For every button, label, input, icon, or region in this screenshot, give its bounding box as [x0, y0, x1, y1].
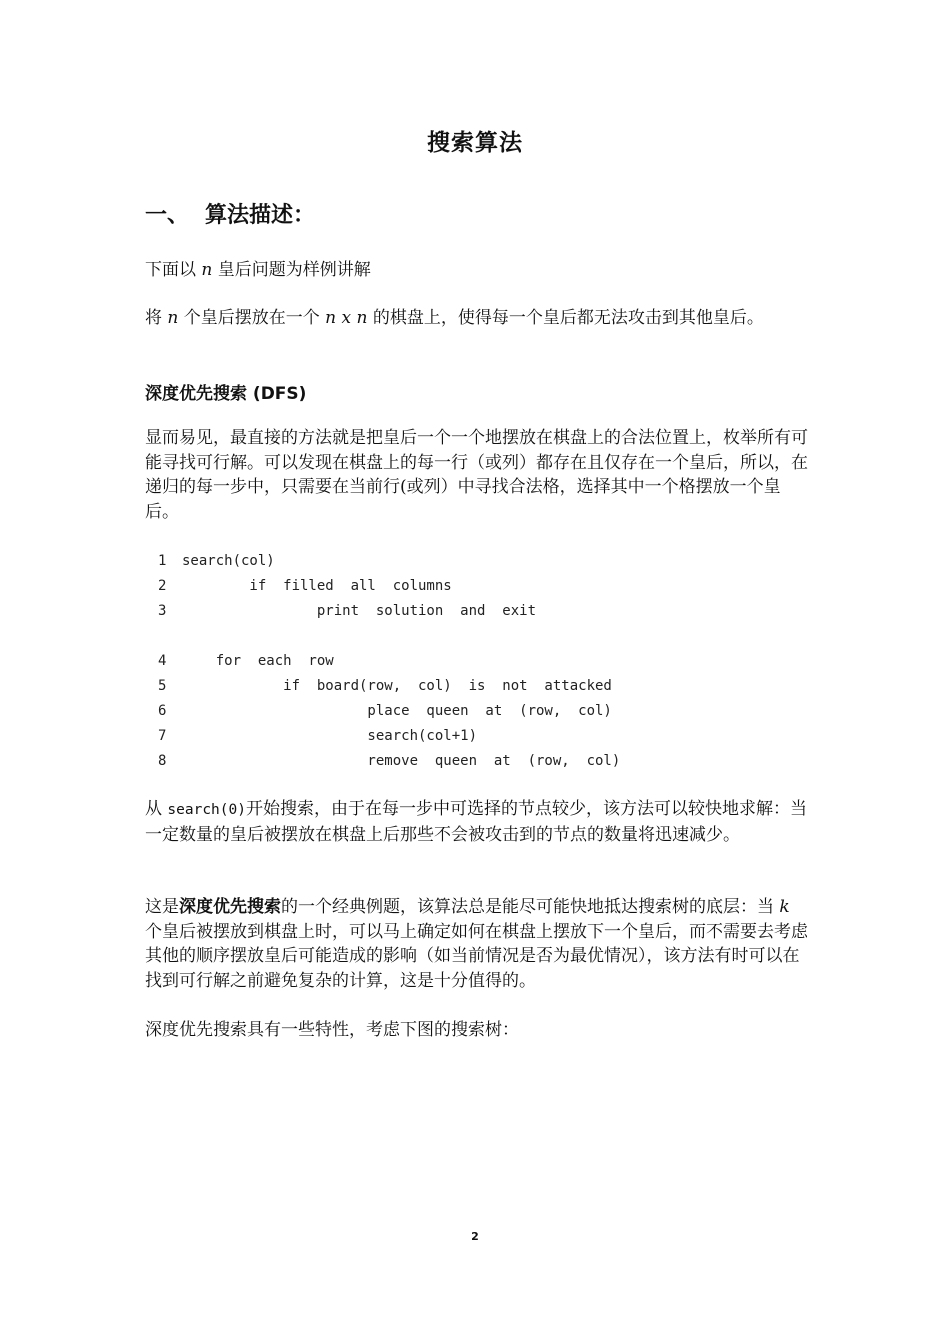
code-line — [158, 603, 536, 619]
code-line — [158, 753, 620, 769]
intro-paragraph-2 — [145, 306, 810, 331]
code-text: search(col+1) — [182, 728, 478, 744]
code-text: search(col) — [182, 553, 275, 569]
bold-term: 深度优先搜索 — [179, 897, 281, 917]
line-number: 7 — [158, 728, 167, 744]
section-heading-text: 算法描述： — [205, 203, 316, 228]
variable-n-by-n: n x n — [325, 308, 368, 328]
intro-text: 将 — [145, 308, 168, 328]
paragraph-text: 从 — [145, 799, 168, 819]
intro-text: 下面以 — [145, 260, 202, 280]
code-text: place queen at (row, col) — [182, 703, 612, 719]
code-line — [158, 653, 334, 669]
page-number: 2 — [471, 1230, 479, 1243]
line-number: 4 — [158, 653, 167, 669]
variable-n: n — [167, 308, 179, 328]
code-text: print solution and exit — [182, 603, 537, 619]
variable-k: k — [779, 897, 790, 917]
page-title: 搜索算法 — [427, 130, 523, 156]
code-line — [158, 678, 612, 694]
intro-text: 个皇后摆放在一个 — [178, 308, 326, 328]
section-heading — [145, 198, 315, 229]
intro-text: 皇后问题为样例讲解 — [212, 260, 371, 280]
explanation-paragraph: 显而易见，最直接的方法就是把皇后一个一个地摆放在棋盘上的合法位置上，枚举所有可能寻找可行解。可以发现在棋盘上的每一行（或列）都存在且仅存在一个皇后，所以，在递归的每一步中，只需要在当前行(或列）中寻找合法格，选择其中一个格摆放一个皇后。 — [145, 428, 808, 522]
line-number: 3 — [158, 603, 167, 619]
intro-paragraph-1 — [145, 258, 810, 283]
line-number: 1 — [158, 553, 167, 569]
section-number: 一、 — [145, 203, 190, 228]
code-line — [158, 703, 612, 719]
line-number: 6 — [158, 703, 167, 719]
code-text: if board(row, col) is not attacked — [182, 678, 612, 694]
code-text: for each row — [182, 653, 334, 669]
paragraph-text: 个皇后被摆放到棋盘上时，可以马上确定如何在棋盘上摆放下一个皇后，而不需要去考虑其他的顺序摆放皇后可能造成的影响（如当前情况是否为最优情况），该方法有时可以在找到可行解之前避免复杂的计算，这是十分值得的。 — [145, 921, 808, 991]
variable-n: n — [201, 260, 213, 280]
intro-text: 的棋盘上，使得每一个皇后都无法攻击到其他皇后。 — [367, 308, 764, 328]
classic-example-paragraph — [145, 895, 810, 993]
code-line — [158, 553, 275, 569]
inline-code: search(0) — [167, 802, 246, 818]
code-line — [158, 578, 452, 594]
paragraph-text: 的一个经典例题，该算法总是能尽可能快地抵达搜索树的底层：当 — [281, 897, 780, 917]
code-text: if filled all columns — [182, 578, 452, 594]
line-number: 2 — [158, 578, 167, 594]
after-code-paragraph — [145, 797, 810, 847]
paragraph-text: 开始搜索，由于在每一步中可选择的节点较少，该方法可以较快地求解：当一定数量的皇后被摆放在棋盘上后那些不会被攻击到的节点的数量将迅速减少。 — [145, 799, 807, 845]
code-text: remove queen at (row, col) — [182, 753, 621, 769]
dfs-heading: 深度优先搜索 (DFS) — [145, 384, 307, 404]
line-number: 5 — [158, 678, 167, 694]
paragraph-text: 这是 — [145, 897, 179, 917]
line-number: 8 — [158, 753, 167, 769]
code-line — [158, 728, 477, 744]
closing-paragraph: 深度优先搜索具有一些特性，考虑下图的搜索树： — [145, 1020, 519, 1040]
